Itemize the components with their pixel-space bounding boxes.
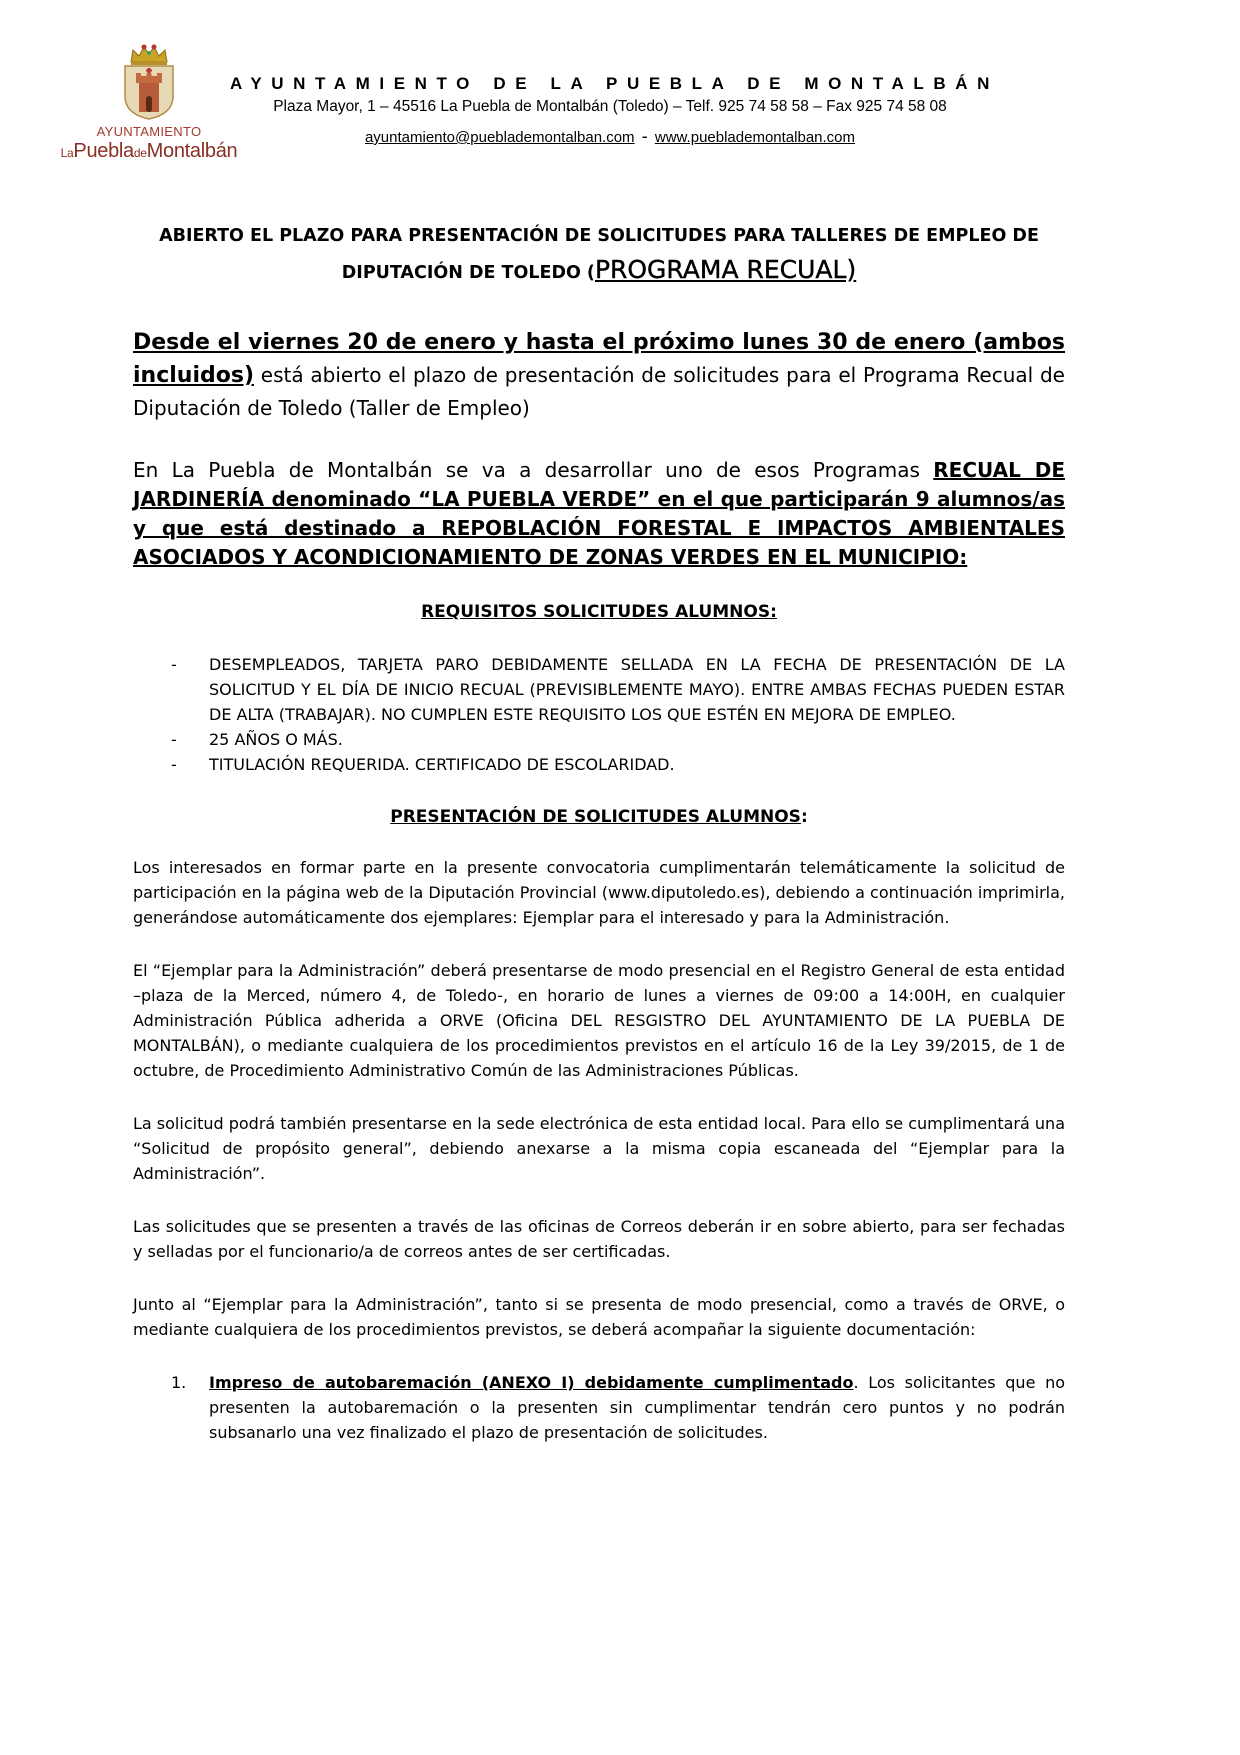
title-program-name: PROGRAMA RECUAL) bbox=[594, 255, 857, 284]
document-body bbox=[133, 220, 1065, 1445]
paragraph-telematic: Los interesados en formar parte en la presente convocatoria cumplimentarán telemáticamente la solicitud de participación en la página web de la Diputación Provincial (www.diputoledo.es), debiendo a continuación imprimirla, generándose automáticamente dos ejemplares: Ejemplar para el interesado y para la Administración. bbox=[133, 858, 1065, 927]
title-line-2-prefix: DIPUTACIÓN DE TOLEDO ( bbox=[341, 263, 595, 283]
logo-municipality-name: LaPuebladeMontalbán bbox=[60, 140, 238, 162]
website-link[interactable]: www.pueblademontalban.com bbox=[654, 129, 856, 146]
municipal-logo bbox=[54, 44, 244, 162]
logo-caption: AYUNTAMIENTO bbox=[96, 124, 202, 139]
bullet-dash: - bbox=[171, 755, 177, 774]
item-title: Impreso de autobaremación (ANEXO I) debidamente cumplimentado bbox=[209, 1373, 854, 1392]
bullet-dash: - bbox=[171, 730, 177, 749]
organization-contact bbox=[220, 126, 1000, 147]
requirements-heading: REQUISITOS SOLICITUDES ALUMNOS: bbox=[421, 602, 777, 622]
lead-dates: Desde el viernes 20 de enero y hasta el próximo lunes 30 de enero (ambos incluidos) bbox=[133, 330, 1065, 388]
list-item: - 25 AÑOS O MÁS. bbox=[133, 727, 1065, 752]
item-number: 1. bbox=[171, 1373, 187, 1392]
email-link[interactable]: ayuntamiento@pueblademontalban.com bbox=[364, 129, 635, 146]
paragraph-registry: El “Ejemplar para la Administración” deberá presentarse de modo presencial en el Registro General de esta entidad –plaza de la Merced, número 4, de Toledo-, en horario de lunes a viernes de 09:00 a 14:00H, en cualquier Administración Pública adherida a ORVE (Oficina DEL RESGISTRO DEL AYUNTAMIENTO DE LA PUEBLA DE MONTALBÁN), o mediante cualquiera de los procedimientos previstos en el artículo 16 de la Ley 39/2015, de 1 de octubre, de Procedimiento Administrativo Común de las Administraciones Públicas. bbox=[133, 961, 1065, 1080]
documentation-list bbox=[133, 1370, 1065, 1445]
lead-paragraph bbox=[133, 326, 1065, 424]
presentation-heading: PRESENTACIÓN DE SOLICITUDES ALUMNOS: bbox=[390, 807, 808, 827]
list-item bbox=[133, 1370, 1065, 1445]
program-description: RECUAL DE JARDINERÍA denominado “LA PUEBLA VERDE” en el que participarán 9 alumnos/as y que está destinado a REPOBLACIÓN FORESTAL E IMPACTOS AMBIENTALES ASOCIADOS Y ACONDICIONAMIENTO DE ZONAS VERDES EN EL MUNICIPIO: bbox=[133, 458, 1065, 569]
title-line-1: ABIERTO EL PLAZO PARA PRESENTACIÓN DE SOLICITUDES PARA TALLERES DE EMPLEO DE bbox=[159, 226, 1039, 246]
item-text: . Los solicitantes que no presenten la autobaremación o la presenten sin cumplimentar tendrán cero puntos y no podrán subsanarlo una vez finalizado el plazo de presentación de solicitudes. bbox=[209, 1373, 1065, 1442]
bullet-dash: - bbox=[171, 655, 177, 674]
program-intro: En La Puebla de Montalbán se va a desarrollar uno de esos Programas bbox=[133, 458, 934, 482]
contact-separator: - bbox=[641, 126, 648, 146]
coat-of-arms-icon bbox=[119, 44, 179, 120]
list-item: - TITULACIÓN REQUERIDA. CERTIFICADO DE ESCOLARIDAD. bbox=[133, 752, 1065, 777]
list-item: - DESEMPLEADOS, TARJETA PARO DEBIDAMENTE SELLADA EN LA FECHA DE PRESENTACIÓN DE LA SOLICITUD Y EL DÍA DE INICIO RECUAL (PREVISIBLEMENTE MAYO). ENTRE AMBAS FECHAS PUEDEN ESTAR DE ALTA (TRABAJAR). NO CUMPLEN ESTE REQUISITO LOS QUE ESTÉN EN MEJORA DE EMPLEO. bbox=[133, 652, 1065, 727]
organization-address: Plaza Mayor, 1 – 45516 La Puebla de Montalbán (Toledo) – Telf. 925 74 58 58 – Fax 925 74 58 08 bbox=[273, 98, 947, 115]
document-title bbox=[133, 220, 1065, 290]
paragraph-documentation: Junto al “Ejemplar para la Administración”, tanto si se presenta de modo presencial, como a través de ORVE, o mediante cualquiera de los procedimientos previstos, se deberá acompañar la siguiente documentación: bbox=[133, 1295, 1065, 1339]
organization-title: AYUNTAMIENTO DE LA PUEBLA DE MONTALBÁN bbox=[230, 74, 1000, 93]
program-paragraph bbox=[133, 456, 1065, 572]
paragraph-electronic: La solicitud podrá también presentarse en la sede electrónica de esta entidad local. Para ello se cumplimentará una “Solicitud de propósito general”, debiendo anexarse a la misma copia escaneada del “Ejemplar para la Administración”. bbox=[133, 1114, 1065, 1183]
requirements-list bbox=[133, 652, 1065, 777]
lead-text: está abierto el plazo de presentación de solicitudes para el Programa Recual de Diputación de Toledo (Taller de Empleo) bbox=[133, 363, 1065, 420]
paragraph-post-office: Las solicitudes que se presenten a través de las oficinas de Correos deberán ir en sobre abierto, para ser fechadas y selladas por el funcionario/a de correos antes de ser certificadas. bbox=[133, 1217, 1065, 1261]
